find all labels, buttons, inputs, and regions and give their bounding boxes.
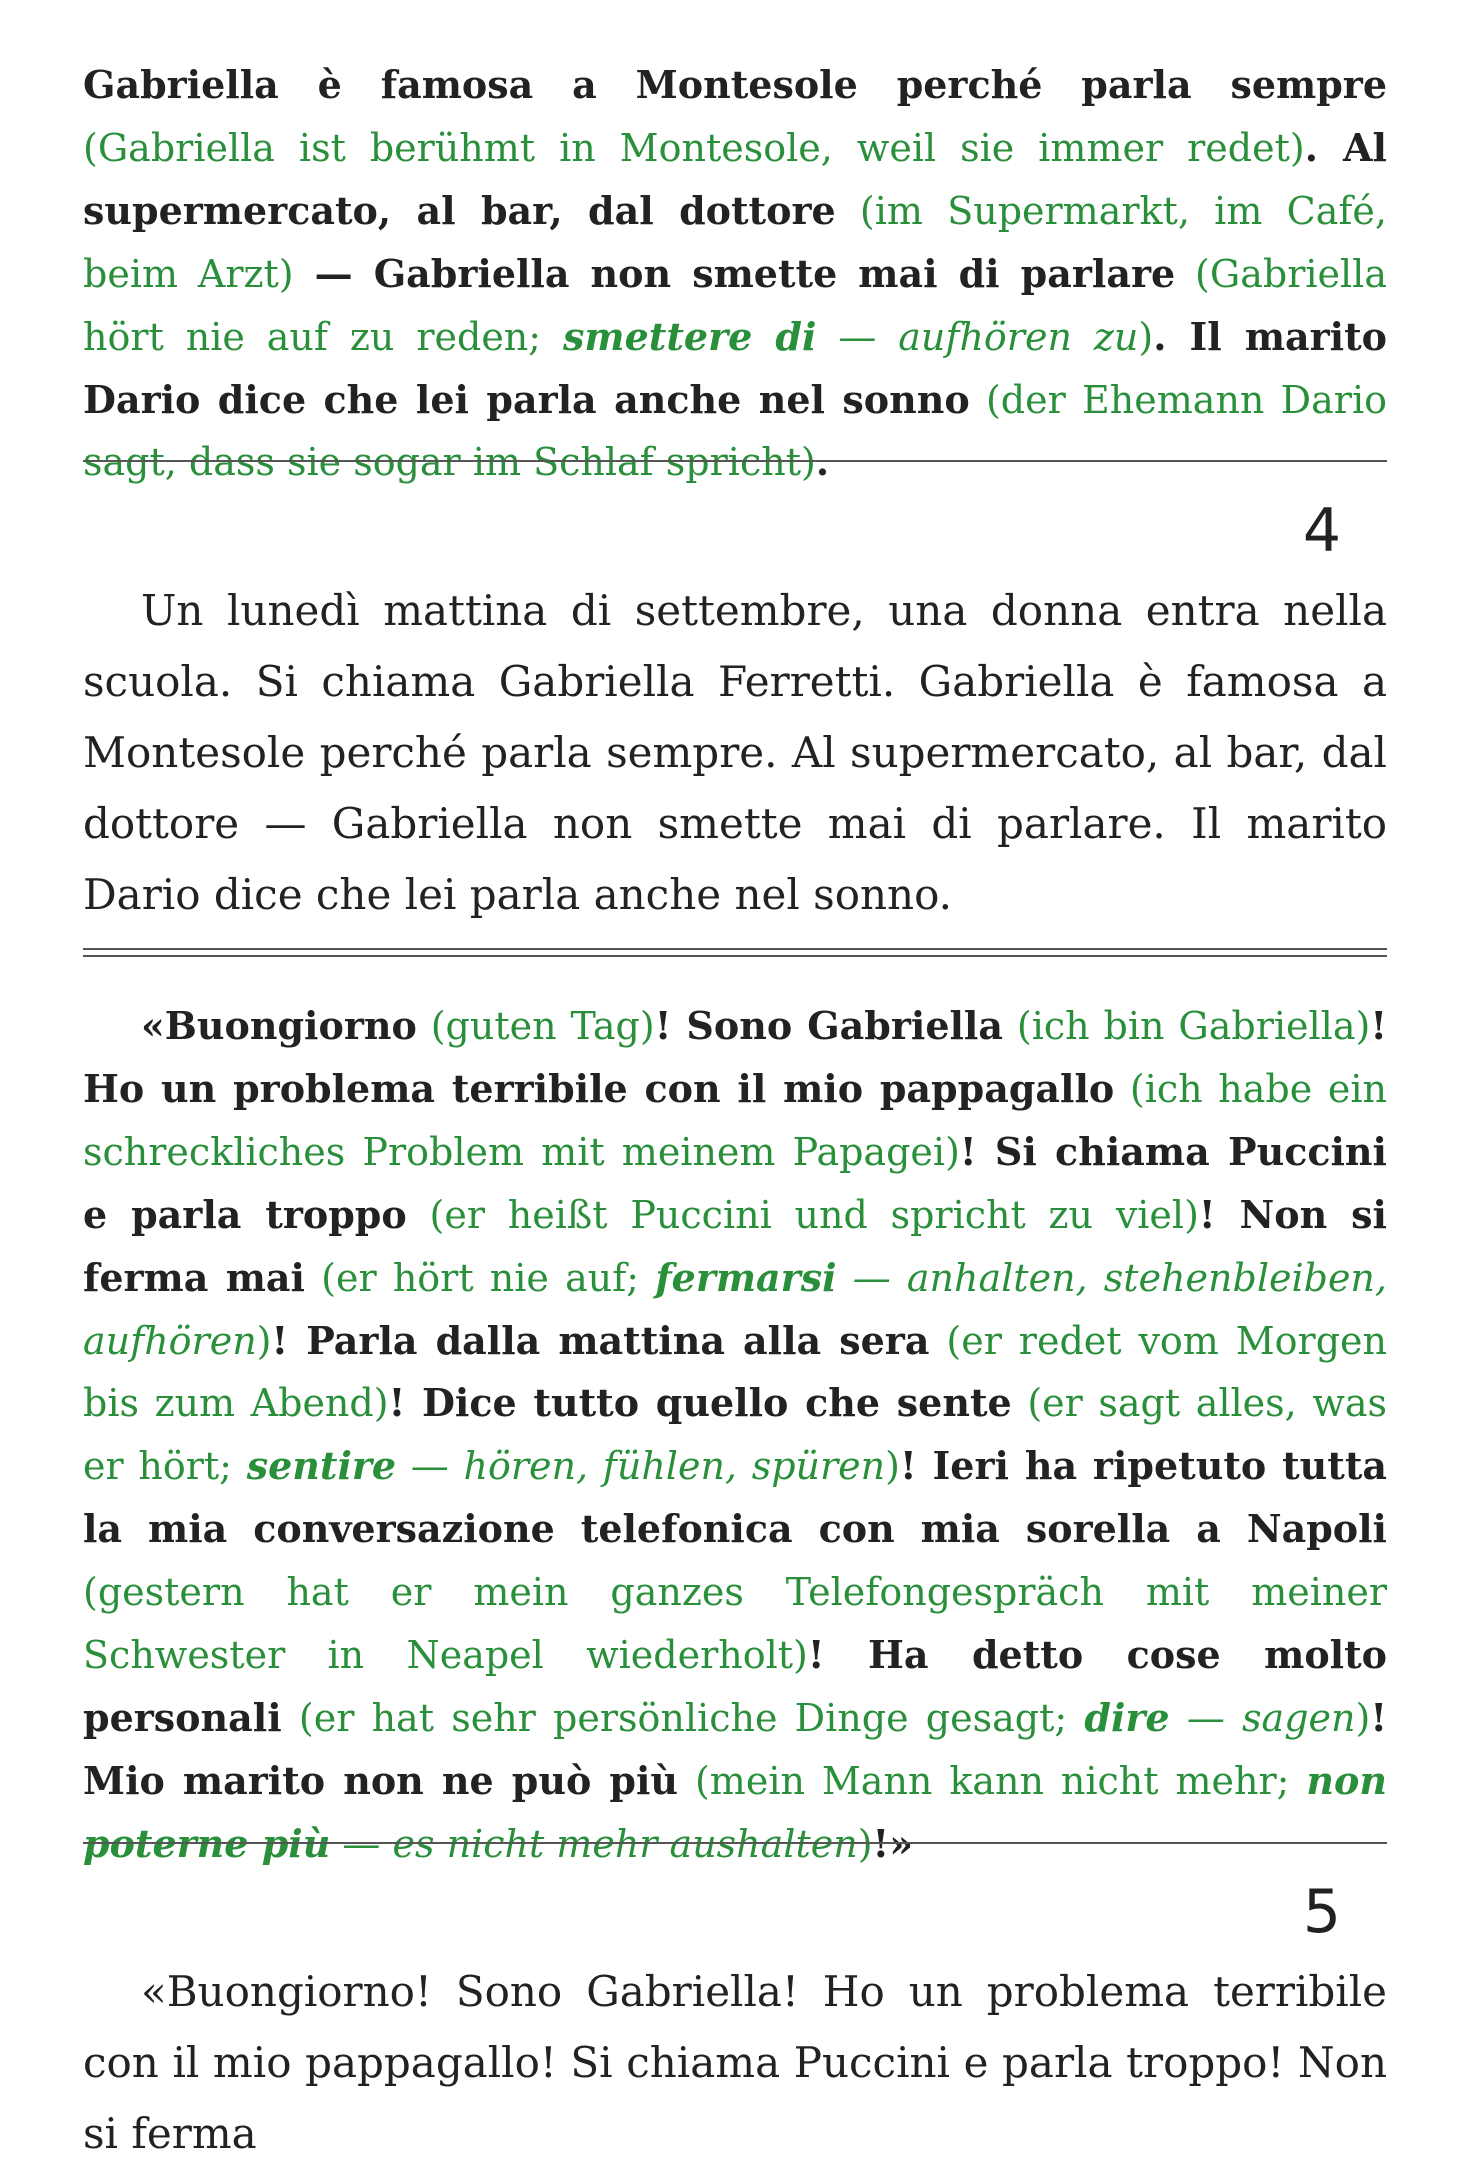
plain-paragraph-5: «Buongiorno! Sono Gabriella! Ho un problema terribile con il mio pappagallo! Si chiama Puccini e parla troppo! Non si ferma (83, 1967, 1387, 2158)
italian-phrase: ! Parla dalla mattina alla sera (271, 1317, 930, 1363)
vocab-meaning: — aufhören zu (816, 314, 1139, 359)
italian-phrase: ! Si chiama Puccini e parla troppo (83, 1128, 1387, 1237)
section-number-5: 5 (1302, 1877, 1341, 1947)
section-divider (83, 1842, 1387, 1844)
translation-text: (mein Mann kann nicht mehr; (694, 1758, 1307, 1803)
vocab-meaning: — sagen (1169, 1695, 1356, 1740)
vocab-meaning: — hören, fühlen, spüren (396, 1444, 886, 1489)
translation-text: (er sagt alles, was er hört; (83, 1381, 1388, 1489)
translation-text: (Gabriella hört nie auf zu reden; (83, 251, 1387, 359)
translation-text: (er hört nie auf; (321, 1255, 656, 1300)
plain-paragraph-4: Un lunedì mattina di settembre, una donna entra nella scuola. Si chiama Gabriella Ferretti. Gabriella è famosa a Montesole perché parla sempre. Al supermercato, al bar, dal dottore — Gabriella non smette mai di parlare. Il marito Dario dice che lei parla anche nel sonno. (83, 586, 1387, 919)
italian-phrase: ! Ha detto cose molto personali (83, 1632, 1387, 1740)
translation-close: ) (256, 1318, 272, 1363)
vocab-meaning: — anhalten, stehenbleiben, aufhören (83, 1255, 1387, 1363)
german-translation (299, 1696, 1370, 1740)
italian-phrase: ! Dice tutto quello che sente (388, 1380, 1012, 1426)
double-section-divider (83, 948, 1387, 957)
vocab-word: dire (1084, 1694, 1170, 1740)
italian-phrase: ! Sono Gabriella (654, 1003, 1003, 1048)
italian-phrase: . Al supermercato, al bar, dal dottore (83, 124, 1387, 233)
translation-text: (er hat sehr persönliche Dinge gesagt; (298, 1695, 1085, 1740)
annotated-paragraph-5 (83, 995, 1387, 1876)
annotated-paragraph-3 (83, 54, 1387, 494)
vocab-word: sentire (246, 1443, 397, 1489)
italian-phrase: . (815, 439, 830, 485)
italian-phrase: ! Ieri ha ripetuto tutta la mia conversazione telefonica con mia sorella a Napoli (83, 1443, 1387, 1552)
italian-phrase: ! Mio marito non ne può più (83, 1694, 1387, 1803)
vocab-word: non poterne più (83, 1757, 1387, 1866)
german-translation: (ich bin Gabriella) (1016, 1004, 1371, 1048)
italian-phrase: ! Non si ferma mai (83, 1191, 1387, 1300)
german-translation: (er redet vom Morgen bis zum Abend) (83, 1318, 1387, 1426)
translation-close: ) (1355, 1695, 1371, 1740)
german-translation: (guten Tag) (430, 1004, 655, 1048)
german-translation: (er heißt Puccini und spricht zu viel) (429, 1192, 1199, 1237)
section-divider (83, 460, 1387, 462)
italian-phrase: ! Ho un problema terribile con il mio pappagallo (83, 1003, 1387, 1111)
german-translation: (Gabriella ist berühmt in Montesole, weil sie immer redet) (83, 125, 1305, 170)
vocab-word: fermarsi (655, 1254, 837, 1300)
translation-close: ) (1138, 314, 1154, 359)
vocab-meaning: — es nicht mehr aushalten (330, 1821, 858, 1866)
german-translation: (gestern hat er mein ganzes Telefongespräch mit meiner Schwester in Neapel wiederholt) (83, 1570, 1387, 1678)
vocab-word: smettere di (563, 313, 817, 359)
italian-phrase: . Il marito Dario dice che lei parla anche nel sonno (83, 313, 1388, 422)
italian-phrase: Gabriella è famosa a Montesole perché parla sempre (83, 62, 1387, 107)
german-translation: (im Supermarkt, im Café, beim Arzt) (83, 188, 1387, 296)
italian-phrase: «Buongiorno (141, 1003, 417, 1048)
translation-close: ) (857, 1821, 873, 1866)
section-number-4: 4 (1302, 496, 1341, 566)
italian-phrase: — Gabriella non smette mai di parlare (293, 250, 1176, 296)
german-translation: (der Ehemann Dario sagt, dass sie sogar im Schlaf spricht) (83, 377, 1387, 485)
translation-close: ) (885, 1444, 900, 1489)
german-translation: (ich habe ein schreckliches Problem mit meinem Papagei) (83, 1066, 1387, 1174)
italian-phrase: !» (872, 1820, 913, 1866)
